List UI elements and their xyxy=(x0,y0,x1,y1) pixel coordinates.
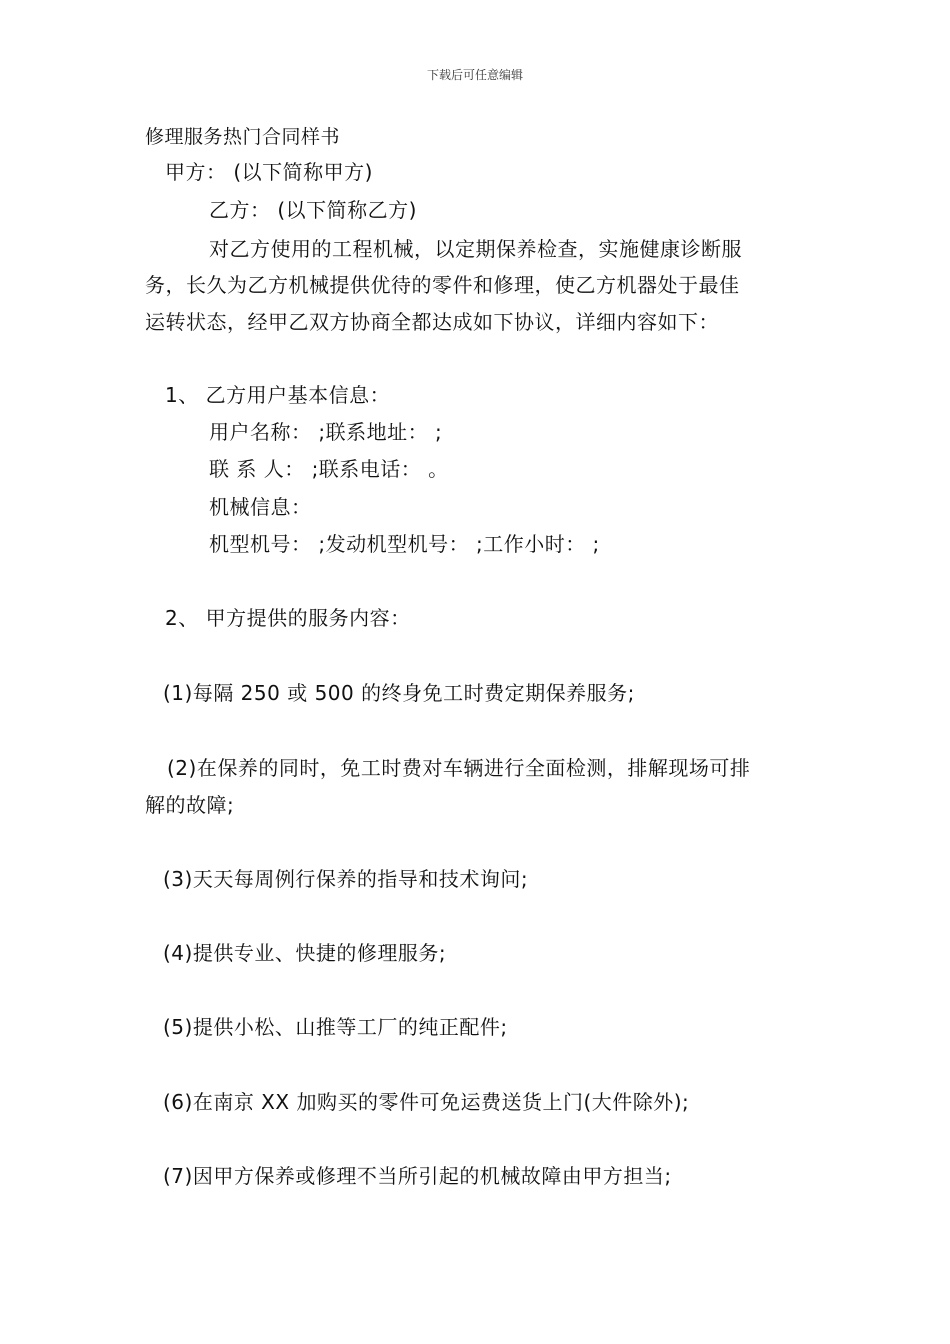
service-item-continuation: 解的故障; xyxy=(145,793,235,817)
service-item: (7)因甲方保养或修理不当所引起的机械故障由甲方担当; xyxy=(163,1164,672,1188)
service-item: (2)在保养的同时，免工时费对车辆进行全面检测，排解现场可排 xyxy=(167,756,751,780)
section-1-heading: 1、 乙方用户基本信息： xyxy=(165,383,391,407)
section-1-line: 用户名称： ;联系地址： ; xyxy=(209,420,443,444)
section-1-line: 机型机号： ;发动机型机号： ;工作小时： ; xyxy=(209,532,600,556)
section-1-line: 联 系 人： ;联系电话： 。 xyxy=(209,457,449,481)
document-title: 修理服务热门合同样书 xyxy=(145,126,341,148)
intro-line-2: 务，长久为乙方机械提供优待的零件和修理，使乙方机器处于最佳 xyxy=(145,273,740,297)
section-2-heading: 2、 甲方提供的服务内容： xyxy=(165,606,411,630)
page-header: 下载后可任意编辑 xyxy=(426,68,523,82)
intro-line-3: 运转状态，经甲乙双方协商全都达成如下协议，详细内容如下： xyxy=(145,310,719,334)
service-item: (3)天天每周例行保养的指导和技术询问; xyxy=(163,867,529,891)
section-1-line: 机械信息： xyxy=(209,495,312,519)
party-a-line: 甲方： (以下简称甲方) xyxy=(165,160,373,184)
service-item: (5)提供小松、山推等工厂的纯正配件; xyxy=(163,1015,508,1039)
party-b-line: 乙方： (以下简称乙方) xyxy=(209,198,417,222)
intro-line-1: 对乙方使用的工程机械，以定期保养检查，实施健康诊断服 xyxy=(209,237,742,261)
service-item: (1)每隔 250 或 500 的终身免工时费定期保养服务; xyxy=(163,681,635,705)
service-item: (6)在南京 XX 加购买的零件可免运费送货上门(大件除外); xyxy=(163,1090,690,1114)
service-item: (4)提供专业、快捷的修理服务; xyxy=(163,941,447,965)
